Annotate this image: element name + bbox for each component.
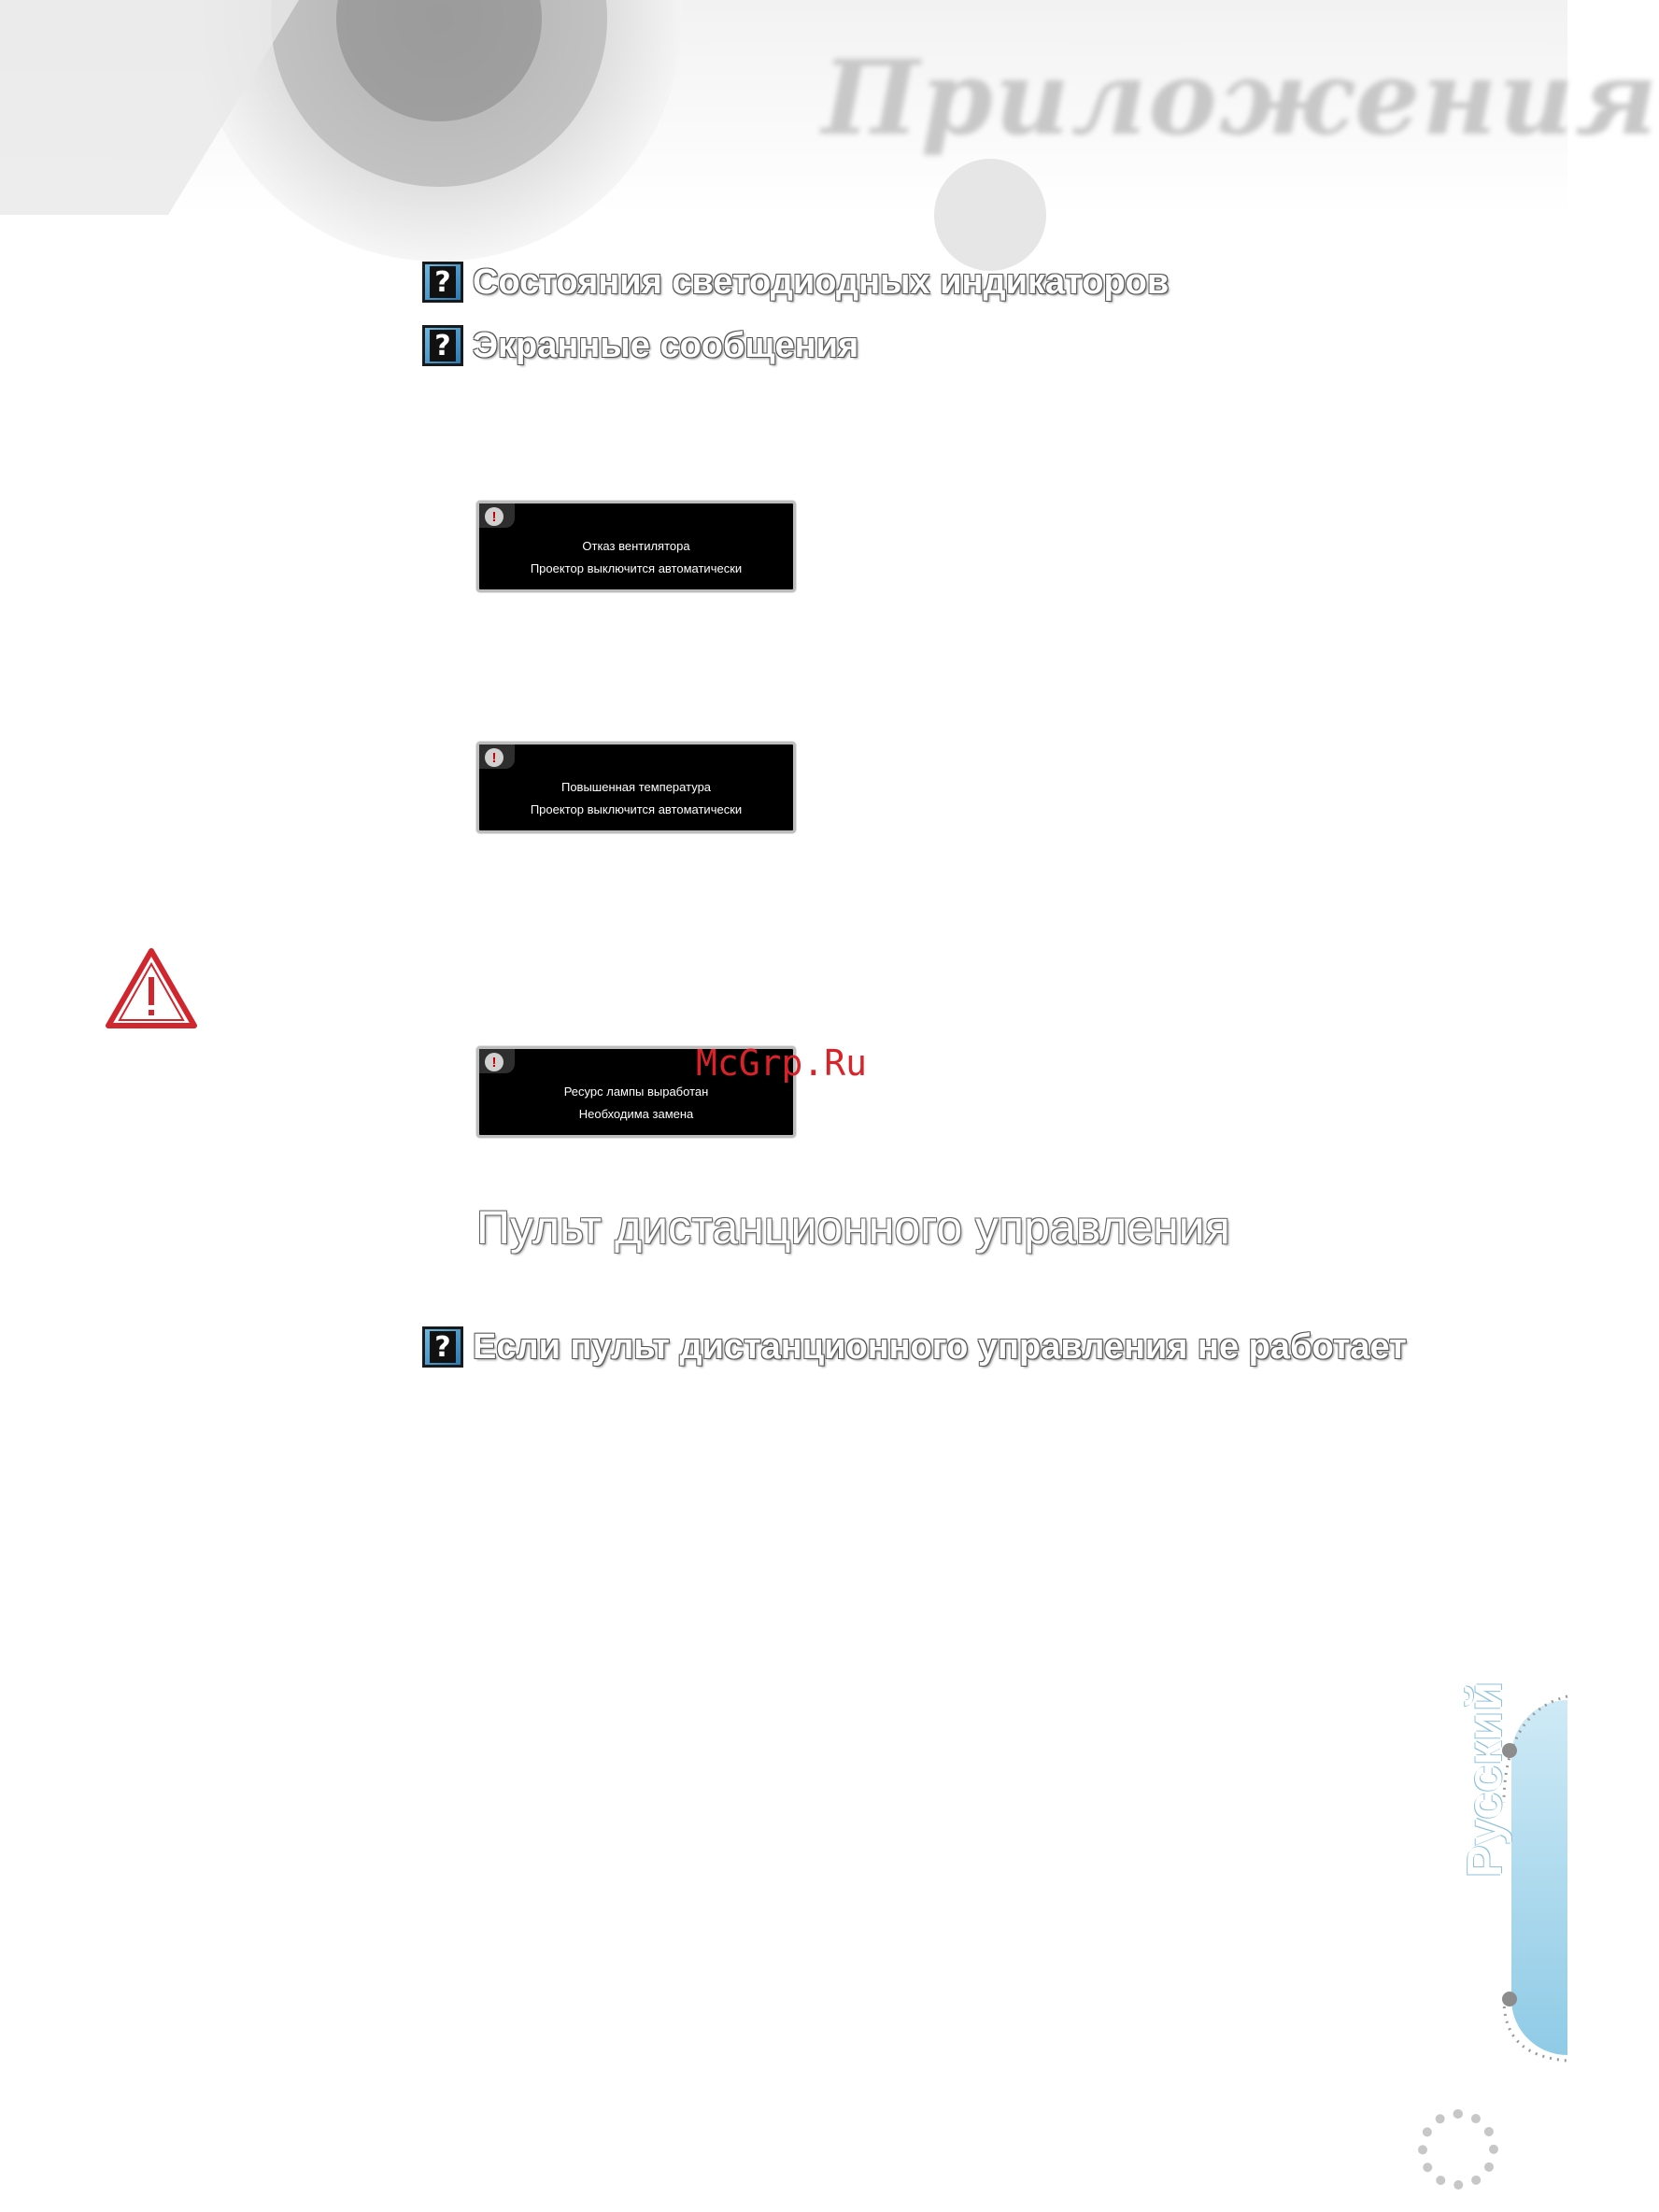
question-icon: ? [422,262,463,303]
question-heading-text: Экранные сообщения [473,325,859,365]
osd-line-1: Повышенная температура [560,780,712,794]
question-heading-text: Если пульт дистанционного управления не работает [473,1326,1407,1367]
warning-triangle-icon [105,947,198,1031]
osd-line-2: Необходима замена [578,1107,694,1121]
alert-icon: ! [485,748,503,767]
osd-line-1: Отказ вентилятора [582,539,690,553]
section-title: Пульт дистанционного управления [476,1201,1230,1254]
question-heading-osd [422,325,858,366]
question-heading-remote [422,1326,1407,1368]
alert-icon: ! [485,1053,503,1071]
watermark: McGrp.Ru [696,1042,868,1084]
question-heading-text: Состояния светодиодных индикаторов [473,262,1170,302]
osd-line-2: Проектор выключится автоматически [530,561,743,575]
language-label: Русский [1458,1680,1512,1878]
page-number-badge [1418,2109,1498,2190]
alert-icon: ! [485,507,503,526]
header-banner [0,0,1659,215]
question-heading-led [422,262,1169,303]
osd-message-overheat [476,742,796,833]
question-icon: ? [422,1326,463,1368]
osd-line-1: Ресурс лампы выработан [563,1085,709,1099]
question-icon: ? [422,325,463,366]
osd-line-2: Проектор выключится автоматически [530,802,743,816]
chapter-title: Приложения [822,37,1659,158]
osd-message-fan-failure [476,501,796,592]
